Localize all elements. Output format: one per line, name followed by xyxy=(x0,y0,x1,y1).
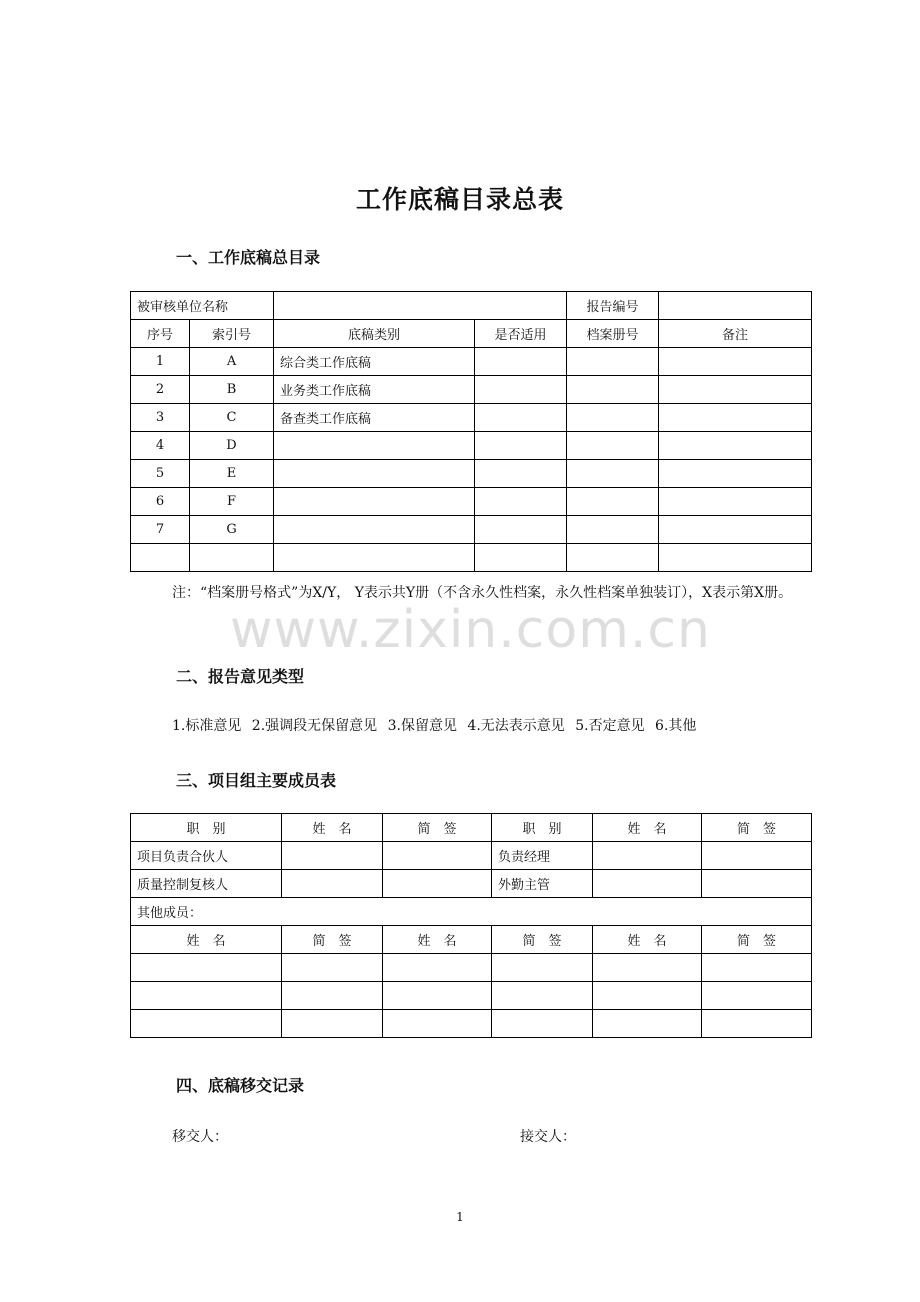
table-row xyxy=(131,488,812,516)
header-seq: 序号 xyxy=(131,320,190,348)
index-header-row xyxy=(131,320,812,348)
other-header-row xyxy=(131,926,812,954)
applicable-cell[interactable] xyxy=(475,544,567,572)
role-label: 项目负责合伙人 xyxy=(131,842,282,870)
volume-cell[interactable] xyxy=(567,376,659,404)
header-signature: 简 签 xyxy=(702,814,812,842)
remarks-cell[interactable] xyxy=(659,488,812,516)
report-number-label: 报告编号 xyxy=(567,292,659,320)
index-cell: D xyxy=(190,432,274,460)
signature-cell[interactable] xyxy=(492,954,593,982)
role-label: 外勤主管 xyxy=(492,870,593,898)
seq-cell: 6 xyxy=(131,488,190,516)
table-row xyxy=(131,348,812,376)
volume-cell[interactable] xyxy=(567,516,659,544)
remarks-cell[interactable] xyxy=(659,432,812,460)
page-title: 工作底稿目录总表 xyxy=(355,185,564,214)
header-index: 索引号 xyxy=(190,320,274,348)
section2-heading: 二、报告意见类型 xyxy=(176,667,305,686)
name-cell[interactable] xyxy=(593,954,702,982)
index-cell: C xyxy=(190,404,274,432)
header-signature: 简 签 xyxy=(282,926,383,954)
seq-cell: 4 xyxy=(131,432,190,460)
header-name: 姓 名 xyxy=(593,814,702,842)
signature-cell[interactable] xyxy=(492,1010,593,1038)
other-members-row xyxy=(131,898,812,926)
name-cell[interactable] xyxy=(383,954,492,982)
remarks-cell[interactable] xyxy=(659,460,812,488)
category-cell[interactable] xyxy=(274,460,475,488)
table-row xyxy=(131,842,812,870)
name-cell[interactable] xyxy=(282,842,383,870)
section3-heading: 三、项目组主要成员表 xyxy=(176,771,337,790)
signature-cell[interactable] xyxy=(702,1010,812,1038)
name-cell[interactable] xyxy=(593,842,702,870)
header-signature: 简 签 xyxy=(383,814,492,842)
entity-label: 被审核单位名称 xyxy=(131,292,274,320)
seq-cell: 7 xyxy=(131,516,190,544)
name-cell[interactable] xyxy=(131,1010,282,1038)
header-name: 姓 名 xyxy=(383,926,492,954)
name-cell[interactable] xyxy=(593,870,702,898)
applicable-cell[interactable] xyxy=(475,460,567,488)
team-members-table xyxy=(130,813,812,1038)
applicable-cell[interactable] xyxy=(475,376,567,404)
signature-cell[interactable] xyxy=(383,842,492,870)
header-role: 职 别 xyxy=(131,814,282,842)
other-members-label: 其他成员： xyxy=(131,898,812,926)
category-cell: 综合类工作底稿 xyxy=(274,348,475,376)
remarks-cell[interactable] xyxy=(659,544,812,572)
applicable-cell[interactable] xyxy=(475,348,567,376)
remarks-cell[interactable] xyxy=(659,348,812,376)
index-cell: G xyxy=(190,516,274,544)
remarks-cell[interactable] xyxy=(659,516,812,544)
index-cell: F xyxy=(190,488,274,516)
applicable-cell[interactable] xyxy=(475,404,567,432)
category-cell[interactable] xyxy=(274,488,475,516)
category-cell: 业务类工作底稿 xyxy=(274,376,475,404)
table-row xyxy=(131,954,812,982)
index-cell: E xyxy=(190,460,274,488)
signature-cell[interactable] xyxy=(702,842,812,870)
volume-cell[interactable] xyxy=(567,432,659,460)
seq-cell[interactable] xyxy=(131,544,190,572)
seq-cell: 2 xyxy=(131,376,190,404)
table-row xyxy=(131,460,812,488)
table-row xyxy=(131,376,812,404)
seq-cell: 1 xyxy=(131,348,190,376)
signature-cell[interactable] xyxy=(282,954,383,982)
name-cell[interactable] xyxy=(383,1010,492,1038)
seq-cell: 5 xyxy=(131,460,190,488)
page-number: 1 xyxy=(456,1210,464,1224)
transferor-label: 移交人： xyxy=(172,1129,228,1145)
members-header-row xyxy=(131,814,812,842)
role-label: 负责经理 xyxy=(492,842,593,870)
seq-cell: 3 xyxy=(131,404,190,432)
name-cell[interactable] xyxy=(131,982,282,1010)
header-name: 姓 名 xyxy=(282,814,383,842)
table-row xyxy=(131,516,812,544)
signature-cell[interactable] xyxy=(702,982,812,1010)
table-row xyxy=(131,982,812,1010)
index-cell: A xyxy=(190,348,274,376)
header-remarks: 备注 xyxy=(659,320,812,348)
category-cell: 备查类工作底稿 xyxy=(274,404,475,432)
name-cell[interactable] xyxy=(282,870,383,898)
volume-format-note: 注：“档案册号格式”为X/Y， Y表示共Y册（不含永久性档案，永久性档案单独装订），X表示第X册。 xyxy=(172,585,793,601)
header-role: 职 别 xyxy=(492,814,593,842)
table-row xyxy=(131,404,812,432)
table-row xyxy=(131,870,812,898)
signature-cell[interactable] xyxy=(702,954,812,982)
applicable-cell[interactable] xyxy=(475,488,567,516)
header-name: 姓 名 xyxy=(131,926,282,954)
applicable-cell[interactable] xyxy=(475,432,567,460)
header-signature: 简 签 xyxy=(492,926,593,954)
applicable-cell[interactable] xyxy=(475,516,567,544)
category-cell[interactable] xyxy=(274,432,475,460)
category-cell[interactable] xyxy=(274,516,475,544)
table-row xyxy=(131,1010,812,1038)
header-volume: 档案册号 xyxy=(567,320,659,348)
workpaper-index-table xyxy=(130,291,812,572)
category-cell[interactable] xyxy=(274,544,475,572)
role-label: 质量控制复核人 xyxy=(131,870,282,898)
signature-cell[interactable] xyxy=(282,1010,383,1038)
opinion-type-options: 1.标准意见 2.强调段无保留意见 3.保留意见 4.无法表示意见 5.否定意见 6.其他 xyxy=(172,718,697,734)
entity-name-cell[interactable] xyxy=(274,292,567,320)
name-cell[interactable] xyxy=(593,1010,702,1038)
section4-heading: 四、底稿移交记录 xyxy=(176,1076,305,1095)
entity-row xyxy=(131,292,812,320)
index-cell[interactable] xyxy=(190,544,274,572)
watermark: www.zixin.com.cn xyxy=(230,600,711,660)
signature-cell[interactable] xyxy=(282,982,383,1010)
header-category: 底稿类别 xyxy=(274,320,475,348)
header-signature: 简 签 xyxy=(702,926,812,954)
signature-cell[interactable] xyxy=(702,870,812,898)
volume-cell[interactable] xyxy=(567,404,659,432)
section1-heading: 一、工作底稿总目录 xyxy=(176,248,321,267)
receiver-label: 接交人： xyxy=(520,1129,576,1145)
volume-cell[interactable] xyxy=(567,544,659,572)
signature-cell[interactable] xyxy=(492,982,593,1010)
volume-cell[interactable] xyxy=(567,488,659,516)
report-number-cell[interactable] xyxy=(659,292,812,320)
remarks-cell[interactable] xyxy=(659,404,812,432)
header-applicable: 是否适用 xyxy=(475,320,567,348)
name-cell[interactable] xyxy=(593,982,702,1010)
remarks-cell[interactable] xyxy=(659,376,812,404)
table-row xyxy=(131,432,812,460)
table-row xyxy=(131,544,812,572)
volume-cell[interactable] xyxy=(567,348,659,376)
signature-cell[interactable] xyxy=(383,870,492,898)
header-name: 姓 名 xyxy=(593,926,702,954)
volume-cell[interactable] xyxy=(567,460,659,488)
name-cell[interactable] xyxy=(383,982,492,1010)
name-cell[interactable] xyxy=(131,954,282,982)
index-cell: B xyxy=(190,376,274,404)
